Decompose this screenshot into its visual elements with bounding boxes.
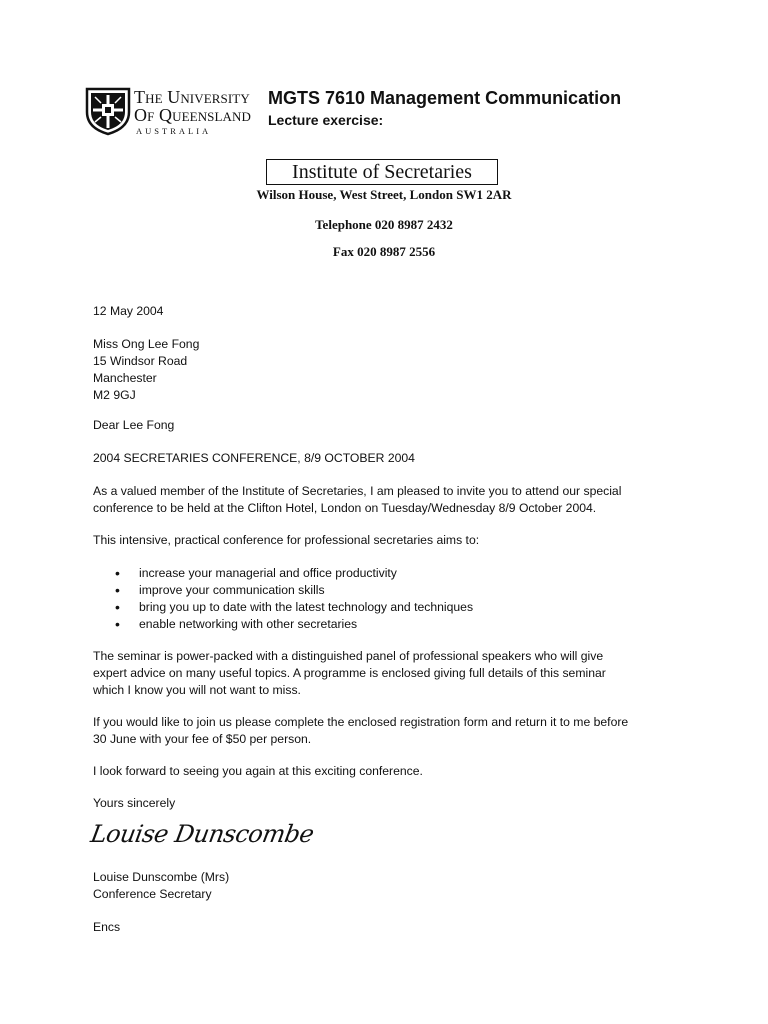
letter-date: 12 May 2004 — [93, 304, 164, 318]
paragraph-line: 30 June with your fee of $50 per person. — [93, 732, 312, 746]
university-logo — [84, 86, 264, 138]
university-name-line1: The University — [134, 87, 250, 107]
list-item: • bring you up to date with the latest technology and techniques — [115, 599, 473, 616]
aims-list — [115, 565, 473, 633]
paragraph-aims-intro: This intensive, practical conference for professional secretaries aims to: — [93, 533, 480, 547]
paragraph-line: As a valued member of the Institute of Secretaries, I am pleased to invite you to attend our special — [93, 484, 622, 498]
salutation: Dear Lee Fong — [93, 418, 175, 432]
list-item: • improve your communication skills — [115, 582, 473, 599]
recipient-city: Manchester — [93, 371, 157, 385]
organisation-fax: Fax 020 8987 2556 — [332, 244, 436, 259]
recipient-address — [93, 336, 199, 404]
paragraph-seminar — [93, 648, 606, 699]
paragraph-line: If you would like to join us please complete the enclosed registration form and return it to me before — [93, 715, 629, 729]
recipient-name: Miss Ong Lee Fong — [93, 337, 200, 351]
course-title: MGTS 7610 Management Communication — [268, 88, 622, 108]
organisation-address: Wilson House, West Street, London SW1 2AR — [256, 187, 512, 202]
list-item: • increase your managerial and office productivity — [115, 565, 473, 582]
paragraph-line: which I know you will not want to miss. — [93, 683, 301, 697]
signer-block — [93, 869, 229, 903]
paragraph-invitation — [93, 483, 621, 517]
signer-title: Conference Secretary — [93, 887, 212, 901]
paragraph-line: conference to be held at the Clifton Hotel, London on Tuesday/Wednesday 8/9 October 2004. — [93, 501, 597, 515]
paragraph-registration — [93, 714, 628, 748]
complimentary-close: Yours sincerely — [93, 796, 176, 810]
list-item: • enable networking with other secretaries — [115, 616, 473, 633]
subject-line: 2004 SECRETARIES CONFERENCE, 8/9 OCTOBER 2004 — [93, 451, 415, 465]
course-subtitle: Lecture exercise: — [268, 112, 384, 128]
organisation-name-box: Institute of Secretaries — [266, 159, 498, 185]
recipient-postcode: M2 9GJ — [93, 388, 136, 402]
paragraph-line: The seminar is power-packed with a distinguished panel of professional speakers who will give — [93, 649, 604, 663]
enclosures-note: Encs — [93, 920, 121, 934]
recipient-street: 15 Windsor Road — [93, 354, 188, 368]
university-country: AUSTRALIA — [136, 126, 212, 136]
signer-name: Louise Dunscombe (Mrs) — [93, 870, 230, 884]
handwritten-signature: Louise Dunscombe — [88, 820, 316, 848]
paragraph-closing-remark: I look forward to seeing you again at this exciting conference. — [93, 764, 423, 778]
university-name-line2: Of Queensland — [134, 105, 252, 125]
crest-icon — [84, 86, 132, 136]
paragraph-line: expert advice on many useful topics. A programme is enclosed giving full details of this seminar — [93, 666, 606, 680]
organisation-telephone: Telephone 020 8987 2432 — [315, 217, 453, 232]
